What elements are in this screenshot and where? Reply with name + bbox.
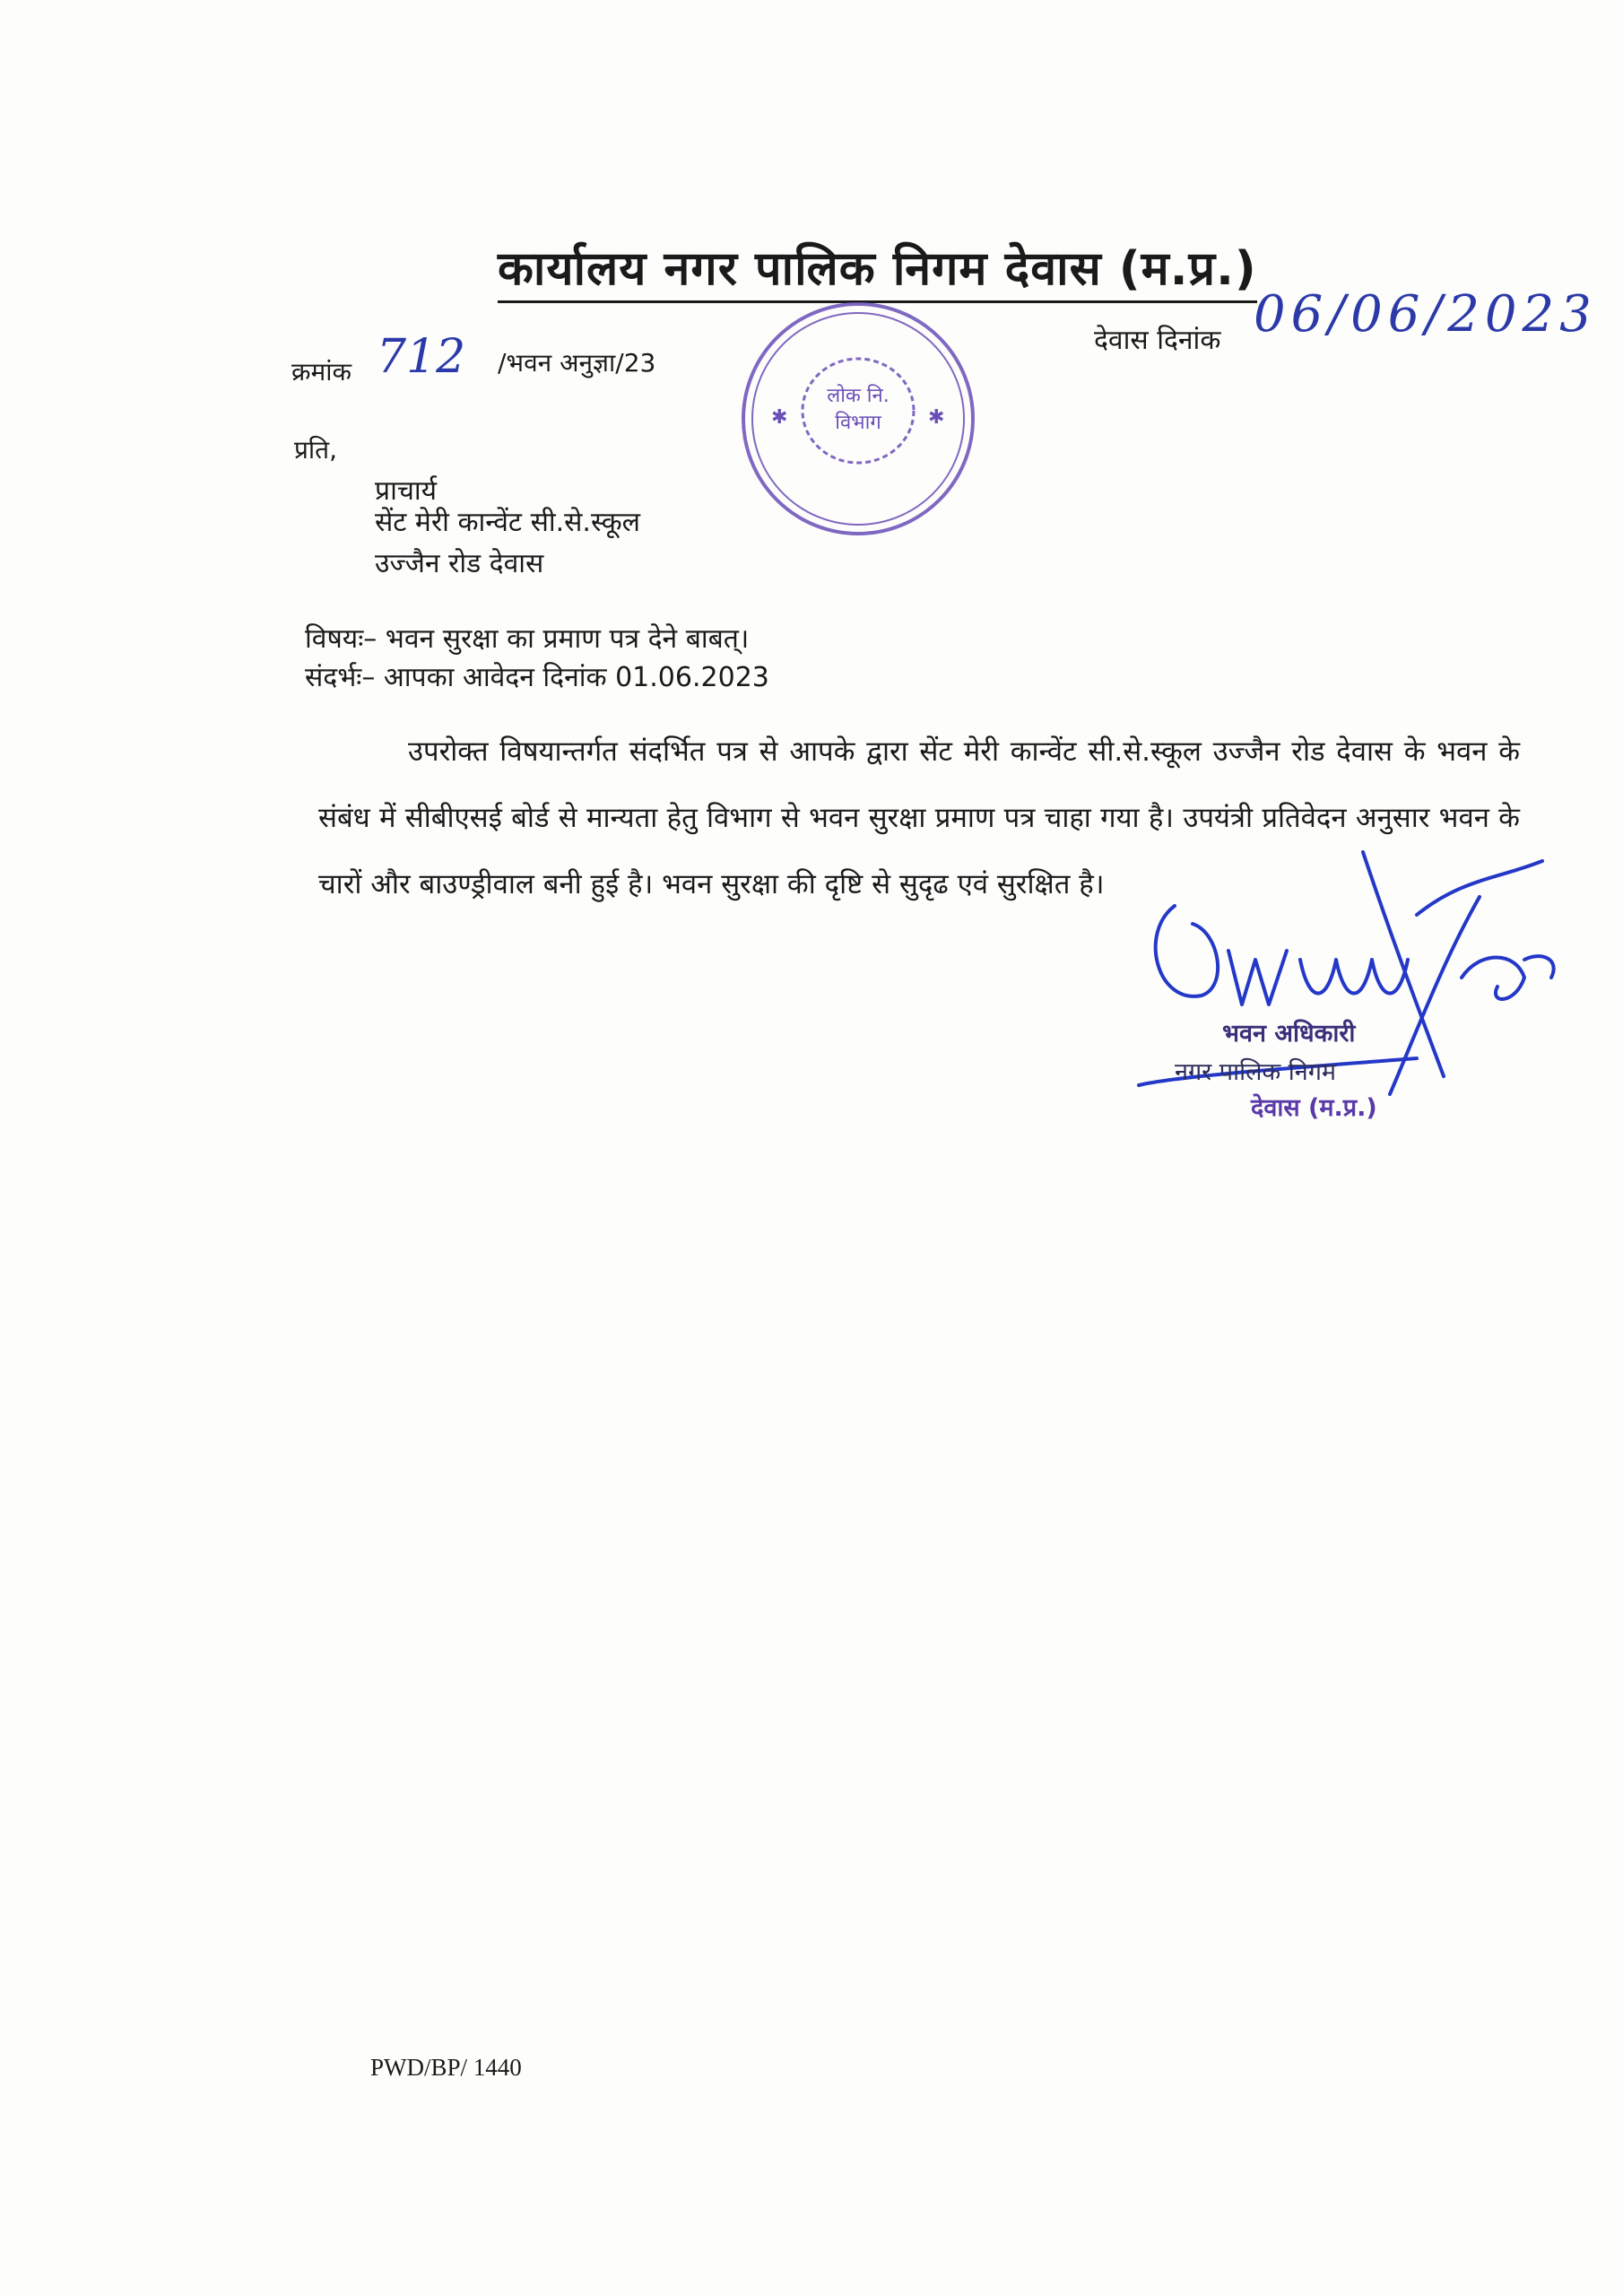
date-label: देवास दिनांक [1094, 325, 1221, 356]
addressee-line3: उज्जैन रोड देवास [375, 548, 544, 579]
svg-text:✱: ✱ [928, 406, 945, 429]
office-stamp [735, 296, 982, 543]
ref-suffix: /भवन अनुज्ञा/23 [498, 348, 656, 378]
date-value: 06/06/2023 [1254, 285, 1597, 344]
signatory-city: देवास (म.प्र.) [1251, 1094, 1377, 1122]
signatory-title: भवन अधिकारी [1222, 1020, 1356, 1048]
signatory-org: नगर पालिक निगम [1175, 1058, 1337, 1086]
svg-text:✱: ✱ [771, 406, 788, 429]
letterhead-title: कार्यालय नगर पालिक निगम देवास (म.प्र.) [498, 235, 1257, 303]
body-paragraph: उपरोक्त विषयान्तर्गत संदर्भित पत्र से आपके द्वारा सेंट मेरी कान्वेंट सी.से.स्कूल उज्जैन रोड देवास के भवन के संबंध में सीबीएसई बोर्ड से मान्यता हेतु विभाग से भवन सुरक्षा प्रमाण पत्र चाहा गया है। उपयंत्री प्रतिवेदन अनुसार भवन के चारों और बाउण्ड्रीवाल बनी हुई है। भवन सुरक्षा की दृष्टि से सुदृढ एवं सुरक्षित है। [318, 735, 1520, 900]
to-label: प्रति, [294, 435, 338, 465]
footer-code: PWD/BP/ 1440 [370, 2054, 522, 2081]
stamp-line2: विभाग [835, 412, 881, 434]
addressee-line2: सेंट मेरी कान्वेंट सी.से.स्कूल [375, 507, 641, 538]
ref-number: 712 [377, 330, 466, 384]
stamp-line1: लोक नि. [827, 385, 890, 407]
reference-line: संदर्भः– आपका आवेदन दिनांक 01.06.2023 [305, 662, 769, 693]
addressee-line1: प्राचार्य [375, 475, 438, 507]
subject-line: विषयः– भवन सुरक्षा का प्रमाण पत्र देने बाबत्। [305, 623, 750, 655]
ref-label: क्रमांक [291, 357, 352, 387]
